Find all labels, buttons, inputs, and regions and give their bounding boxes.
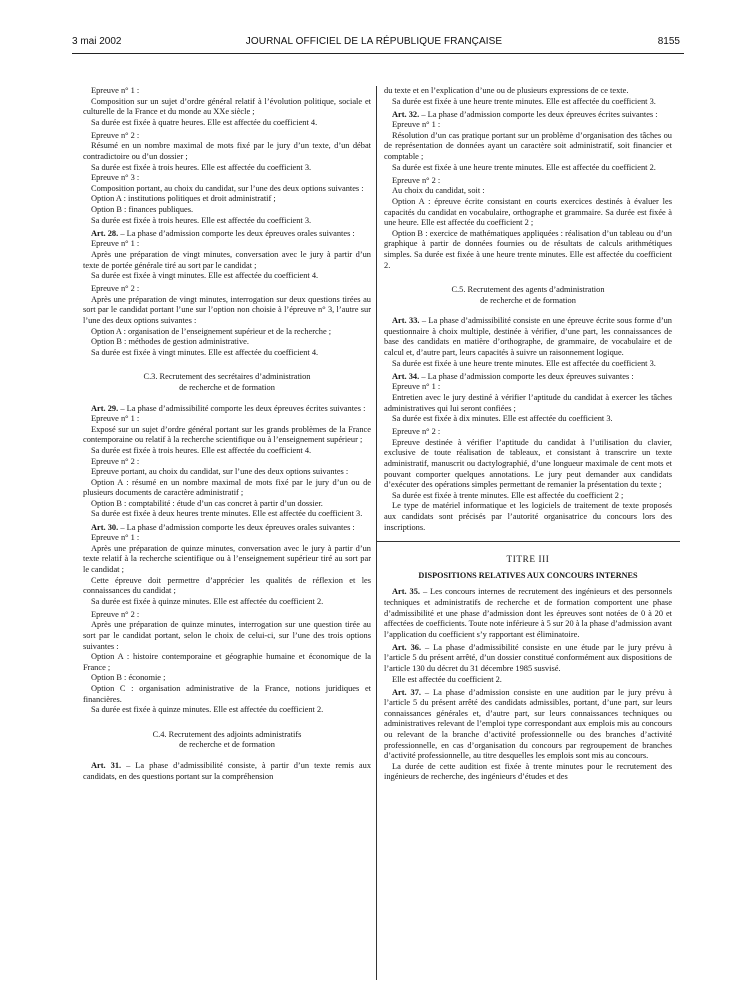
paragraph-text: Option C : organisation administrative de la France, notions juridiques et financières. [83,683,371,704]
article-number: Art. 37. [392,687,422,697]
paragraph-text: Cette épreuve doit permettre d’apprécier les qualités de réflexion et les connaissances du candidat ; [83,575,371,596]
paragraph [83,131,371,142]
paragraph [83,173,371,184]
section-heading-line: de recherche et de formation [179,740,275,750]
section-heading [83,372,371,393]
paragraph-text: Epreuve portant, au choix du candidat, sur l’une des deux options suivantes : [91,467,349,477]
paragraph-text: Epreuve n° 3 : [91,173,140,183]
paragraph-text: Sa durée est fixée à vingt minutes. Elle est affectée du coefficient 4. [91,271,319,281]
paragraph [83,250,371,271]
paragraph [384,382,672,393]
paragraph-text: Epreuve n° 1 : [392,382,441,392]
paragraph-text: Epreuve n° 1 : [91,239,140,249]
paragraph-text: du texte et en l’explication d’une ou de plusieurs expressions de ce texte. [384,86,629,95]
paragraph [83,705,371,716]
paragraph [83,295,371,327]
paragraph [384,762,672,783]
paragraph [384,427,672,438]
paragraph-text: Sa durée est fixée à une heure trente minutes. Elle est affectée du coefficient 3. [392,96,656,106]
paragraph [83,97,371,118]
paragraph [384,675,672,686]
article-paragraph [384,688,672,762]
paragraph-text: Entretien avec le jury destiné à vérifier l’aptitude du candidat à exercer les tâches administratives qui lui seront confiées ; [384,392,672,413]
paragraph-text: Epreuve n° 2 : [91,130,140,140]
paragraph-text: Résolution d’un cas pratique portant sur un problème d’organisation des tâches ou de représentation de données ayant un caractère soit administratif, soit financier et comptable ; [384,130,672,162]
paragraph-text: Option A : histoire contemporaine et géographie humaine et économique de la France ; [83,652,371,672]
paragraph [384,501,672,533]
paragraph-text: Sa durée est fixée à deux heures trente minutes. Elle est affectée du coefficient 3. [91,509,363,519]
paragraph [83,597,371,608]
article-paragraph [384,316,672,358]
article-number: Art. 30. [91,522,119,532]
page-number: 8155 [657,36,680,47]
paragraph-text: – La phase d’admission comporte les deux épreuves orales suivantes : [118,228,355,238]
paragraph-text: Composition sur un sujet d’ordre général relatif à l’évolution politique, sociale et culturelle de la France et du monde au XXe siècle ; [83,96,371,117]
paragraph-text: Epreuve n° 1 : [91,414,140,424]
section-heading-line: C.3. Recrutement des secrétaires d’administration [143,372,311,382]
journal-title: JOURNAL OFFICIEL DE LA RÉPUBLIQUE FRANÇAISE [245,36,503,47]
paragraph [83,216,371,227]
paragraph [83,348,371,359]
paragraph-text: – La phase d’admissibilité consiste, à partir d’un texte remis aux candidats, en des questions portant sur la compréhension [83,760,372,781]
paragraph-text: Epreuve n° 1 : [91,86,140,95]
paragraph-text: Sa durée est fixée à une heure trente minutes. Elle est affectée du coefficient 2. [392,162,656,172]
paragraph-text: Option A : organisation de l’enseignement supérieur et de la recherche ; [91,326,332,336]
paragraph [384,491,672,502]
paragraph-text: Epreuve n° 1 : [392,120,441,130]
paragraph [384,97,672,108]
paragraph-text: Option B : finances publiques. [91,205,194,215]
paragraph-text: – Les concours internes de recrutement des ingénieurs et des personnels techniques et administratifs de recherche et de formation comportent une phase d’admissibilité et une phase d’admission dont les épreuves sont notées de 0 à 20 et affectées de coefficients. Toute note inférieure à 5 sur 20 à la phase d’admission avant l’application du coefficient s’y rapportant est éliminatoire. [384,587,673,639]
paragraph-text: Sa durée est fixée à quatre heures. Elle est affectée du coefficient 4. [91,117,318,127]
paragraph [83,327,371,338]
paragraph-text: Au choix du candidat, soit : [392,186,485,196]
paragraph-text: Option B : méthodes de gestion administrative. [91,337,249,347]
paragraph-text: Option A : résumé en un nombre maximal de mots fixé par le jury d’un ou de plusieurs documents de caractère administratif ; [83,477,371,498]
paragraph [83,684,371,705]
paragraph [83,544,371,576]
article-paragraph [384,643,672,675]
paragraph-text: Epreuve n° 2 : [392,175,441,185]
paragraph-text: Sa durée est fixée à quinze minutes. Elle est affectée du coefficient 2. [91,596,324,606]
paragraph [83,457,371,468]
paragraph-text: Sa durée est fixée à trois heures. Elle est affectée du coefficient 3. [91,162,312,172]
article-number: Art. 29. [91,403,119,413]
paragraph-text: Après une préparation de quinze minutes, conversation avec le jury à partir d’un texte relatif à la recherche scientifique ou à l’enseignement supérieur tiré au sort par le candidat ; [83,543,371,574]
title-subheading: DISPOSITIONS RELATIVES AUX CONCOURS INTERNES [418,570,638,580]
paragraph [83,509,371,520]
article-number: Art. 31. [91,760,122,770]
paragraph-text: Option B : comptabilité : étude d’un cas concret à partir d’un dossier. [91,498,323,508]
paragraph-text: – La phase d’admission comporte les deux épreuves orales suivantes : [118,522,355,532]
paragraph [83,673,371,684]
right-column [384,86,672,783]
paragraph-text: – La phase d’admissibilité consiste en une étude par le jury prévu à l’article 5 du présent arrêté, d’un dossier constitué conformément aux dispositions de l’article 130 du décret du 31 décembre 1985 susvisé. [384,642,673,673]
article-number: Art. 33. [392,316,420,326]
column-divider [376,86,377,980]
paragraph-text: Epreuve n° 2 : [91,284,140,294]
paragraph-text: Sa durée est fixée à trois heures. Elle est affectée du coefficient 4. [91,445,312,455]
paragraph [384,163,672,174]
paragraph-text: Sa durée est fixée à trente minutes. Elle est affectée du coefficient 2 ; [392,490,624,500]
paragraph [83,446,371,457]
paragraph-text: Après une préparation de quinze minutes, interrogation sur une question tirée au sort par le candidat portant, selon le choix de celui-ci, sur l’une des trois options suivantes : [83,620,371,651]
paragraph-text: Sa durée est fixée à vingt minutes. Elle est affectée du coefficient 4. [91,347,319,357]
paragraph [83,271,371,282]
paragraph [384,86,672,97]
paragraph-text: Elle est affectée du coefficient 2. [392,674,502,684]
paragraph-text: Après une préparation de vingt minutes, conversation avec le jury à partir d’un texte de portée générale tiré au sort par le candidat ; [83,249,371,270]
paragraph-text: Sa durée est fixée à trois heures. Elle est affectée du coefficient 3. [91,215,312,225]
paragraph [384,229,672,271]
paragraph-text: – La phase d’admission comporte les deux épreuves écrites suivantes : [419,109,658,119]
article-number: Art. 36. [392,642,422,652]
paragraph [83,652,371,673]
paragraph-text: Le type de matériel informatique et les logiciels de traitement de texte proposés aux candidats sont précisés par l’autorité organisatrice du concours lors des inscriptions. [384,501,672,532]
section-heading-line: C.5. Recrutement des agents d’administration [451,285,605,295]
issue-date: 3 mai 2002 [72,36,122,47]
section-rule [376,541,680,542]
paragraph-text: – La phase d’admissibilité consiste en une épreuve écrite sous forme d’un questionnaire à choix multiple, destinée à vérifier, d’une part, les connaissances de base des candidats en matière d’orthographe, de grammaire, de vocabulaire et de calcul et, d’autre part, leurs capacités à suivre un raisonnement logique. [384,316,672,358]
article-paragraph [384,372,672,383]
paragraph [83,620,371,652]
article-paragraph [384,587,672,640]
paragraph-text: Exposé sur un sujet d’ordre général portant sur les grands problèmes de la France contemporaine ou relatif à la recherche scientifique ou à l’enseignement supérieur ; [83,424,371,445]
header-rule [72,53,684,54]
section-heading-line: de recherche et de formation [179,382,275,392]
paragraph [83,163,371,174]
article-paragraph [83,229,371,240]
paragraph [384,120,672,131]
paragraph-text: Epreuve n° 2 : [91,456,140,466]
article-number: Art. 28. [91,228,119,238]
paragraph [83,425,371,446]
article-number: Art. 34. [392,371,420,381]
paragraph [83,194,371,205]
section-heading [384,285,672,306]
paragraph [384,176,672,187]
article-number: Art. 35. [392,587,421,597]
paragraph-text: – La phase d’admission comporte les deux épreuves suivantes : [419,371,634,381]
paragraph [83,414,371,425]
paragraph [384,414,672,425]
paragraph-text: La durée de cette audition est fixée à trente minutes pour le recrutement des ingénieurs de recherche, des ingénieurs d’études et des [384,761,672,782]
paragraph [83,141,371,162]
paragraph-text: Option B : exercice de mathématiques appliquées : réalisation d’un tableau ou d’un graphique à partir de données fournies ou de résultats de calculs arithmétiques simples. Sa durée est fixée à une heure trente minutes. Elle est affectée du coefficient 2. [384,228,672,270]
paragraph [83,86,371,97]
paragraph [384,393,672,414]
paragraph [83,337,371,348]
article-paragraph [384,110,672,121]
paragraph [384,359,672,370]
paragraph-text: Option B : économie ; [91,673,166,683]
paragraph-text: Sa durée est fixée à quinze minutes. Elle est affectée du coefficient 2. [91,705,324,715]
article-paragraph [83,761,371,782]
paragraph-text: Résumé en un nombre maximal de mots fixé par le jury d’un texte, d’un débat contradictoire ou d’un dossier ; [83,141,371,162]
paragraph-text: – La phase d’admission consiste en une audition par le jury prévu à l’article 5 du présent arrêté des candidats admissibles, portant, d’une part, sur leurs connaissances générales et, d’autre part, sur leurs connaissances techniques ou administratives relevant de l’emploi type correspondant aux emplois mis au concours ou relevant de la branche d’activité professionnelle ou des branches d’activité professionnelle, en cas d’organisation du concours par regroupement de branches d’activité professionnelle, au titre desquelles les emplois sont mis au concours. [384,687,672,761]
paragraph [83,184,371,195]
paragraph-text: Option A : institutions politiques et droit administratif ; [91,194,276,204]
paragraph [83,610,371,621]
title-heading: TITRE III [506,554,550,565]
paragraph-text: Sa durée est fixée à dix minutes. Elle est affectée du coefficient 3. [392,414,613,424]
paragraph [384,197,672,229]
paragraph-text: – La phase d’admissibilité comporte les deux épreuves écrites suivantes : [118,403,366,413]
paragraph [83,284,371,295]
paragraph [83,118,371,129]
paragraph [83,533,371,544]
paragraph [83,239,371,250]
paragraph-text: Epreuve n° 2 : [91,609,140,619]
article-paragraph [83,404,371,415]
paragraph [83,467,371,478]
section-heading [83,730,371,751]
paragraph [83,205,371,216]
article-number: Art. 32. [392,109,420,119]
paragraph-text: Sa durée est fixée à une heure trente minutes. Elle est affectée du coefficient 3. [392,358,656,368]
paragraph [384,131,672,163]
paragraph-text: Après une préparation de vingt minutes, interrogation sur deux questions tirées au sort par le candidat portant l’une sur l’option non choisie à l’épreuve n° 3, l’autre sur l’une des deux options suivantes : [83,294,371,325]
paragraph-text: Epreuve destinée à vérifier l’aptitude du candidat à l’utilisation du clavier, exclusive de toute réalisation de tableaux, et consistant à transcrire un texte administratif, manuscrit ou dactylographié, d’une longueur maximale de cent mots et pouvant comporter quelques annotations. Le jury peut demander aux candidats d’exécuter des opérations simples permettant de remanier la présentation du texte ; [384,437,672,490]
section-heading-line: de recherche et de formation [480,295,576,305]
paragraph [83,478,371,499]
article-paragraph [83,523,371,534]
paragraph-text: Composition portant, au choix du candidat, sur l’une des deux options suivantes : [91,183,364,193]
paragraph-text: Epreuve n° 1 : [91,533,140,543]
paragraph [384,186,672,197]
section-heading-line: C.4. Recrutement des adjoints administratifs [152,729,302,739]
paragraph [83,499,371,510]
paragraph-text: Option A : épreuve écrite consistant en courts exercices destinés à évaluer les capacités du candidat en vocabulaire, orthographe et grammaire. Sa durée est fixée à une heure. Elle est affectée du coefficient 2 ; [384,196,672,228]
left-column [83,86,371,782]
paragraph-text: Epreuve n° 2 : [392,427,441,437]
paragraph [83,576,371,597]
paragraph [384,438,672,491]
